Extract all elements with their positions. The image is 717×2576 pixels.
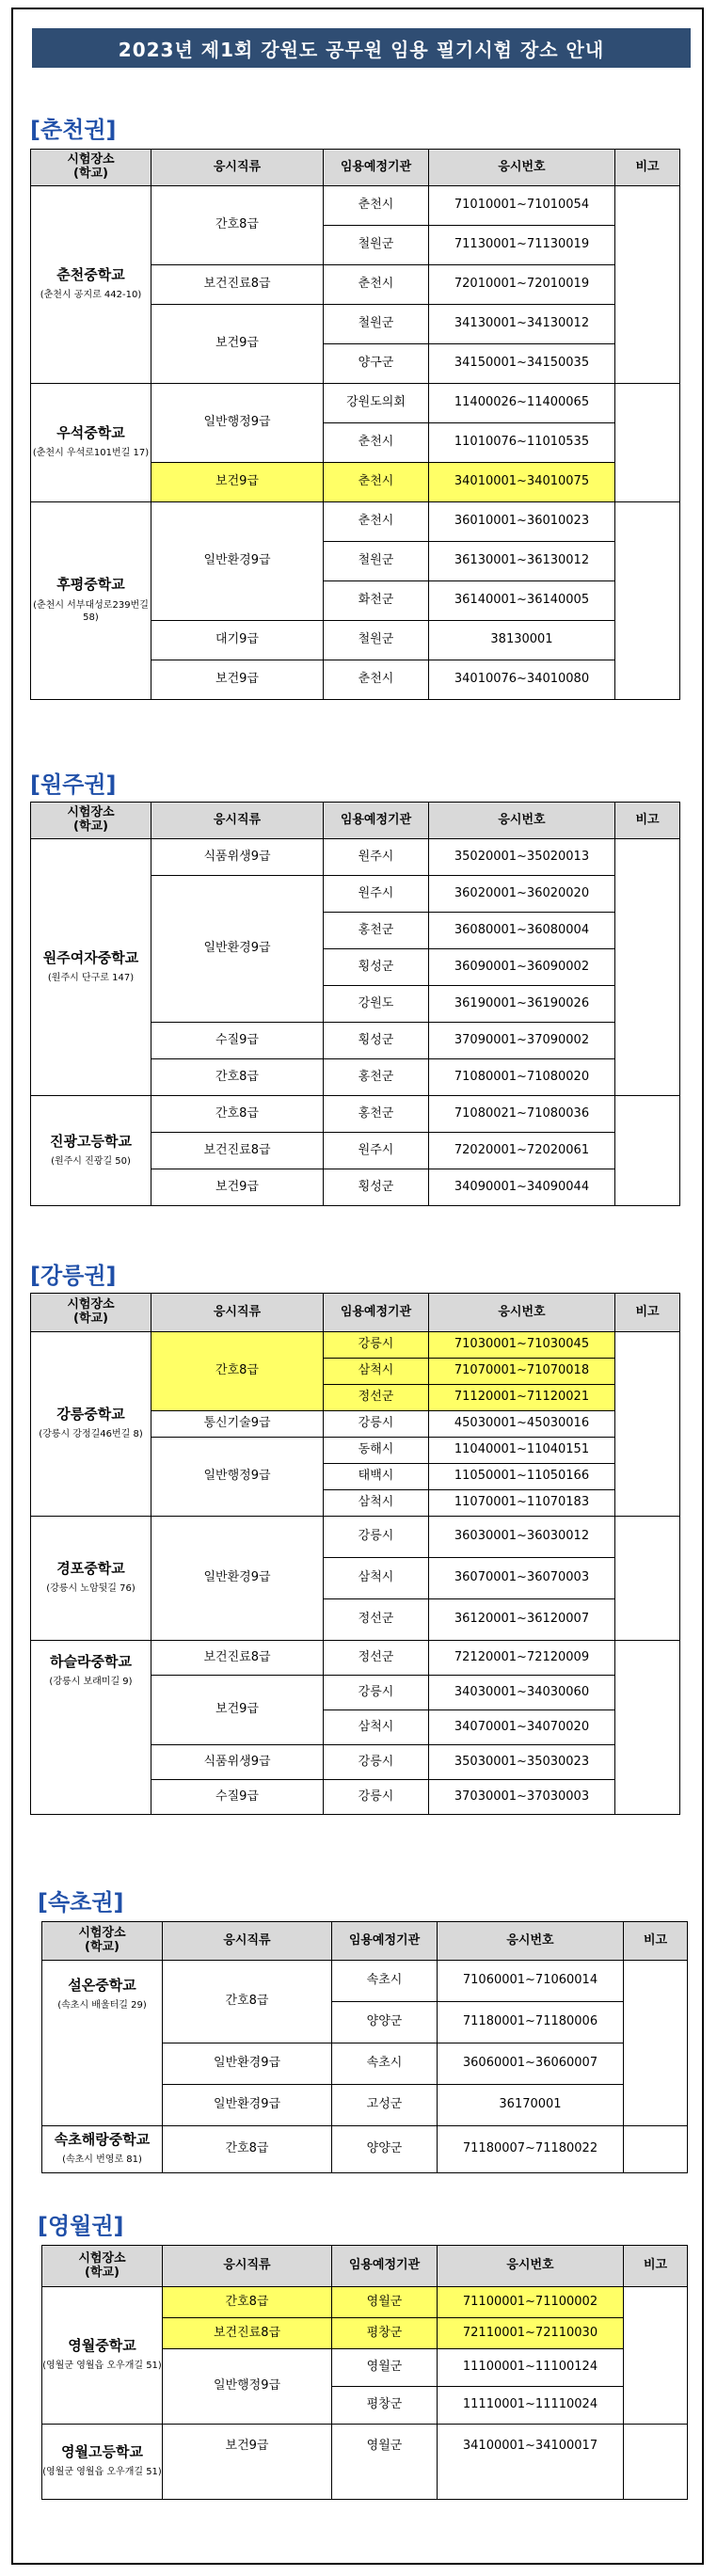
number-cell: 11400026~11400065 [429, 384, 615, 423]
agency-cell: 동해시 [324, 1438, 429, 1464]
number-cell: 35030001~35030023 [429, 1745, 615, 1780]
agency-cell: 평창군 [332, 2387, 438, 2425]
agency-cell: 강릉시 [324, 1780, 429, 1815]
agency-cell: 춘천시 [324, 265, 429, 305]
note-cell [624, 2425, 688, 2500]
number-cell: 11110001~11110024 [438, 2387, 624, 2425]
agency-cell: 홍천군 [324, 913, 429, 949]
number-cell: 36090001~36090002 [429, 949, 615, 986]
agency-cell: 춘천시 [324, 423, 429, 463]
agency-cell: 원주시 [324, 876, 429, 913]
agency-cell: 삼척시 [324, 1359, 429, 1385]
job-cell: 대기9급 [151, 621, 324, 660]
number-cell: 37090001~37090002 [429, 1023, 615, 1059]
number-cell: 34100001~34100017 [438, 2425, 624, 2500]
agency-cell: 강원도의회 [324, 384, 429, 423]
number-cell: 36060001~36060007 [438, 2043, 624, 2085]
region-title-chuncheon: [춘천권] [30, 117, 117, 143]
job-cell: 간호8급 [163, 2287, 332, 2318]
agency-cell: 철원군 [324, 542, 429, 581]
agency-cell: 삼척시 [324, 1558, 429, 1599]
number-cell: 72020001~72020061 [429, 1133, 615, 1169]
agency-cell: 강원도 [324, 986, 429, 1023]
exam-table-sokcho [41, 1921, 688, 2173]
job-cell: 식품위생9급 [151, 839, 324, 876]
number-cell: 71080021~71080036 [429, 1096, 615, 1133]
job-cell: 보건9급 [151, 1676, 324, 1745]
school-cell [31, 839, 151, 1096]
agency-cell: 횡성군 [324, 1169, 429, 1206]
school-address: (춘천시 우석로101번길 17) [32, 448, 150, 459]
number-cell: 36030001~36030012 [429, 1517, 615, 1558]
note-cell [615, 384, 680, 502]
agency-cell: 양구군 [324, 344, 429, 384]
agency-cell: 강릉시 [324, 1745, 429, 1780]
agency-cell: 홍천군 [324, 1096, 429, 1133]
job-cell: 보건9급 [163, 2425, 332, 2500]
number-cell: 34030001~34030060 [429, 1676, 615, 1710]
job-cell: 간호8급 [163, 1961, 332, 2043]
document-frame [11, 8, 704, 2565]
number-cell: 11010076~11010535 [429, 423, 615, 463]
agency-cell: 춘천시 [324, 463, 429, 502]
job-cell: 간호8급 [151, 1096, 324, 1133]
school-address: (강릉시 강정길46번길 8) [39, 1429, 143, 1440]
number-cell: 11040001~11040151 [429, 1438, 615, 1464]
note-cell [615, 1641, 680, 1815]
header-job: 응시직류 [151, 150, 324, 186]
number-cell: 34150001~34150035 [429, 344, 615, 384]
school-cell [42, 1961, 163, 2126]
school-name: 후평중학교 [56, 576, 125, 594]
number-cell: 71070001~71070018 [429, 1359, 615, 1385]
agency-cell: 속초시 [332, 1961, 438, 2002]
job-cell: 간호8급 [151, 1059, 324, 1096]
school-name: 춘천중학교 [56, 266, 125, 284]
number-cell: 71080001~71080020 [429, 1059, 615, 1096]
header-location: 시험장소 (학교) [31, 1294, 151, 1332]
exam-table-chuncheon [30, 149, 680, 700]
job-cell: 일반행정9급 [163, 2349, 332, 2425]
school-cell [31, 1641, 151, 1815]
number-cell: 34070001~34070020 [429, 1710, 615, 1745]
header-location: 시험장소 (학교) [31, 150, 151, 186]
header-agency: 임용예정기관 [332, 2246, 438, 2287]
job-cell: 일반환경9급 [163, 2085, 332, 2126]
header-agency: 임용예정기관 [324, 150, 429, 186]
agency-cell: 철원군 [324, 226, 429, 265]
header-job: 응시직류 [163, 1922, 332, 1961]
agency-cell: 강릉시 [324, 1411, 429, 1438]
school-address: (속초시 배울터길 29) [57, 2000, 147, 2012]
school-address: (원주시 진광길 50) [51, 1155, 131, 1167]
school-cell [42, 2126, 163, 2173]
number-cell: 72120001~72120009 [429, 1641, 615, 1676]
header-job: 응시직류 [163, 2246, 332, 2287]
agency-cell: 철원군 [324, 621, 429, 660]
region-title-sokcho: [속초권] [38, 1889, 124, 1916]
job-cell: 일반환경9급 [151, 502, 324, 621]
school-address: (강릉시 노암뒷길 76) [46, 1583, 135, 1595]
region-title-wonju: [원주권] [30, 771, 117, 798]
agency-cell: 정선군 [324, 1385, 429, 1411]
school-name: 강릉중학교 [56, 1406, 125, 1423]
agency-cell: 춘천시 [324, 502, 429, 542]
note-cell [615, 1096, 680, 1206]
header-agency: 임용예정기관 [332, 1922, 438, 1961]
number-cell: 11050001~11050166 [429, 1464, 615, 1490]
header-job: 응시직류 [151, 803, 324, 839]
header-job: 응시직류 [151, 1294, 324, 1332]
school-name: 속초해랑중학교 [54, 2131, 151, 2149]
exam-table-gangneung [30, 1293, 680, 1815]
school-address: (춘천시 서부대성로239번길 58) [33, 599, 149, 624]
header-location: 시험장소 (학교) [42, 1922, 163, 1961]
job-cell: 식품위생9급 [151, 1745, 324, 1780]
agency-cell: 강릉시 [324, 1676, 429, 1710]
agency-cell: 평창군 [332, 2318, 438, 2349]
header-note: 비고 [615, 150, 680, 186]
school-name: 원주여자중학교 [42, 948, 139, 966]
school-name: 하슬라중학교 [50, 1653, 132, 1670]
agency-cell: 영월군 [332, 2425, 438, 2500]
school-address: (강릉시 보래미길 9) [49, 1677, 133, 1688]
school-cell [31, 502, 151, 700]
agency-cell: 영월군 [332, 2287, 438, 2318]
note-cell [615, 1332, 680, 1517]
number-cell: 36170001 [438, 2085, 624, 2126]
number-cell: 11070001~11070183 [429, 1490, 615, 1517]
school-name: 영월중학교 [68, 2337, 136, 2355]
job-cell: 일반환경9급 [151, 1517, 324, 1641]
school-name: 우석중학교 [56, 424, 125, 442]
school-cell [31, 384, 151, 502]
header-note: 비고 [615, 803, 680, 839]
note-cell [615, 1517, 680, 1641]
school-name: 설온중학교 [68, 1977, 136, 1994]
region-title-gangneung: [강릉권] [30, 1263, 117, 1289]
agency-cell: 강릉시 [324, 1517, 429, 1558]
job-cell: 일반행정9급 [151, 1438, 324, 1517]
number-cell: 34090001~34090044 [429, 1169, 615, 1206]
number-cell: 72010001~72010019 [429, 265, 615, 305]
header-number: 응시번호 [429, 1294, 615, 1332]
school-name: 영월고등학교 [61, 2443, 143, 2461]
job-cell: 보건9급 [151, 1169, 324, 1206]
number-cell: 38130001 [429, 621, 615, 660]
job-cell: 통신기술9급 [151, 1411, 324, 1438]
note-cell [615, 186, 680, 384]
school-cell [31, 1332, 151, 1517]
agency-cell: 삼척시 [324, 1710, 429, 1745]
header-number: 응시번호 [438, 2246, 624, 2287]
header-note: 비고 [624, 1922, 688, 1961]
agency-cell: 철원군 [324, 305, 429, 344]
agency-cell: 홍천군 [324, 1059, 429, 1096]
job-cell: 간호8급 [151, 1332, 324, 1411]
job-cell: 보건진료8급 [151, 265, 324, 305]
job-cell: 보건9급 [151, 463, 324, 502]
number-cell: 35020001~35020013 [429, 839, 615, 876]
number-cell: 34010001~34010075 [429, 463, 615, 502]
number-cell: 34130001~34130012 [429, 305, 615, 344]
header-location: 시험장소 (학교) [42, 2246, 163, 2287]
school-address: (춘천시 공지로 442-10) [40, 290, 142, 301]
agency-cell: 강릉시 [324, 1332, 429, 1359]
header-note: 비고 [624, 2246, 688, 2287]
header-number: 응시번호 [429, 150, 615, 186]
number-cell: 36070001~36070003 [429, 1558, 615, 1599]
agency-cell: 원주시 [324, 839, 429, 876]
number-cell: 36020001~36020020 [429, 876, 615, 913]
region-title-yeongwol: [영월권] [38, 2213, 124, 2239]
agency-cell: 화천군 [324, 581, 429, 621]
school-address: (영월군 영월읍 오우개길 51) [42, 2361, 162, 2372]
job-cell: 보건9급 [151, 660, 324, 700]
number-cell: 36130001~36130012 [429, 542, 615, 581]
number-cell: 36190001~36190026 [429, 986, 615, 1023]
job-cell: 수질9급 [151, 1780, 324, 1815]
job-cell: 일반행정9급 [151, 384, 324, 463]
job-cell: 보건9급 [151, 305, 324, 384]
agency-cell: 삼척시 [324, 1490, 429, 1517]
number-cell: 36080001~36080004 [429, 913, 615, 949]
job-cell: 보건진료8급 [151, 1133, 324, 1169]
note-cell [615, 502, 680, 700]
number-cell: 11100001~11100124 [438, 2349, 624, 2387]
number-cell: 37030001~37030003 [429, 1780, 615, 1815]
note-cell [624, 1961, 688, 2126]
number-cell: 45030001~45030016 [429, 1411, 615, 1438]
number-cell: 71180001~71180006 [438, 2002, 624, 2043]
agency-cell: 정선군 [324, 1641, 429, 1676]
school-address: (원주시 단구로 147) [47, 972, 135, 983]
number-cell: 71010001~71010054 [429, 186, 615, 226]
agency-cell: 태백시 [324, 1464, 429, 1490]
job-cell: 보건진료8급 [163, 2318, 332, 2349]
agency-cell: 고성군 [332, 2085, 438, 2126]
school-address: (속초시 번영로 81) [62, 2155, 142, 2166]
header-location: 시험장소 (학교) [31, 803, 151, 839]
header-agency: 임용예정기관 [324, 1294, 429, 1332]
school-cell [42, 2287, 163, 2425]
school-cell [31, 1096, 151, 1206]
job-cell: 일반환경9급 [151, 876, 324, 1023]
number-cell: 36140001~36140005 [429, 581, 615, 621]
number-cell: 36120001~36120007 [429, 1599, 615, 1641]
agency-cell: 춘천시 [324, 186, 429, 226]
number-cell: 71100001~71100002 [438, 2287, 624, 2318]
agency-cell: 속초시 [332, 2043, 438, 2085]
note-cell [624, 2126, 688, 2173]
job-cell: 일반환경9급 [163, 2043, 332, 2085]
number-cell: 72110001~72110030 [438, 2318, 624, 2349]
school-name: 경포중학교 [56, 1560, 125, 1578]
job-cell: 보건진료8급 [151, 1641, 324, 1676]
job-cell: 간호8급 [163, 2126, 332, 2173]
job-cell: 수질9급 [151, 1023, 324, 1059]
agency-cell: 횡성군 [324, 1023, 429, 1059]
agency-cell: 횡성군 [324, 949, 429, 986]
school-cell [42, 2425, 163, 2500]
number-cell: 71030001~71030045 [429, 1332, 615, 1359]
number-cell: 71120001~71120021 [429, 1385, 615, 1411]
job-cell: 간호8급 [151, 186, 324, 265]
exam-table-yeongwol [41, 2245, 688, 2500]
header-agency: 임용예정기관 [324, 803, 429, 839]
agency-cell: 정선군 [324, 1599, 429, 1641]
agency-cell: 춘천시 [324, 660, 429, 700]
agency-cell: 영월군 [332, 2349, 438, 2387]
header-number: 응시번호 [429, 803, 615, 839]
agency-cell: 양양군 [332, 2002, 438, 2043]
agency-cell: 양양군 [332, 2126, 438, 2173]
school-name: 진광고등학교 [50, 1132, 132, 1150]
exam-table-wonju [30, 802, 680, 1206]
number-cell: 36010001~36010023 [429, 502, 615, 542]
page-title: 2023년 제1회 강원도 공무원 임용 필기시험 장소 안내 [32, 28, 691, 68]
note-cell [615, 839, 680, 1096]
number-cell: 71060001~71060014 [438, 1961, 624, 2002]
number-cell: 34010076~34010080 [429, 660, 615, 700]
agency-cell: 원주시 [324, 1133, 429, 1169]
school-cell [31, 186, 151, 384]
number-cell: 71180007~71180022 [438, 2126, 624, 2173]
school-address: (영월군 영월읍 오우개길 51) [42, 2467, 162, 2478]
school-cell [31, 1517, 151, 1641]
note-cell [624, 2287, 688, 2425]
header-note: 비고 [615, 1294, 680, 1332]
header-number: 응시번호 [438, 1922, 624, 1961]
number-cell: 71130001~71130019 [429, 226, 615, 265]
